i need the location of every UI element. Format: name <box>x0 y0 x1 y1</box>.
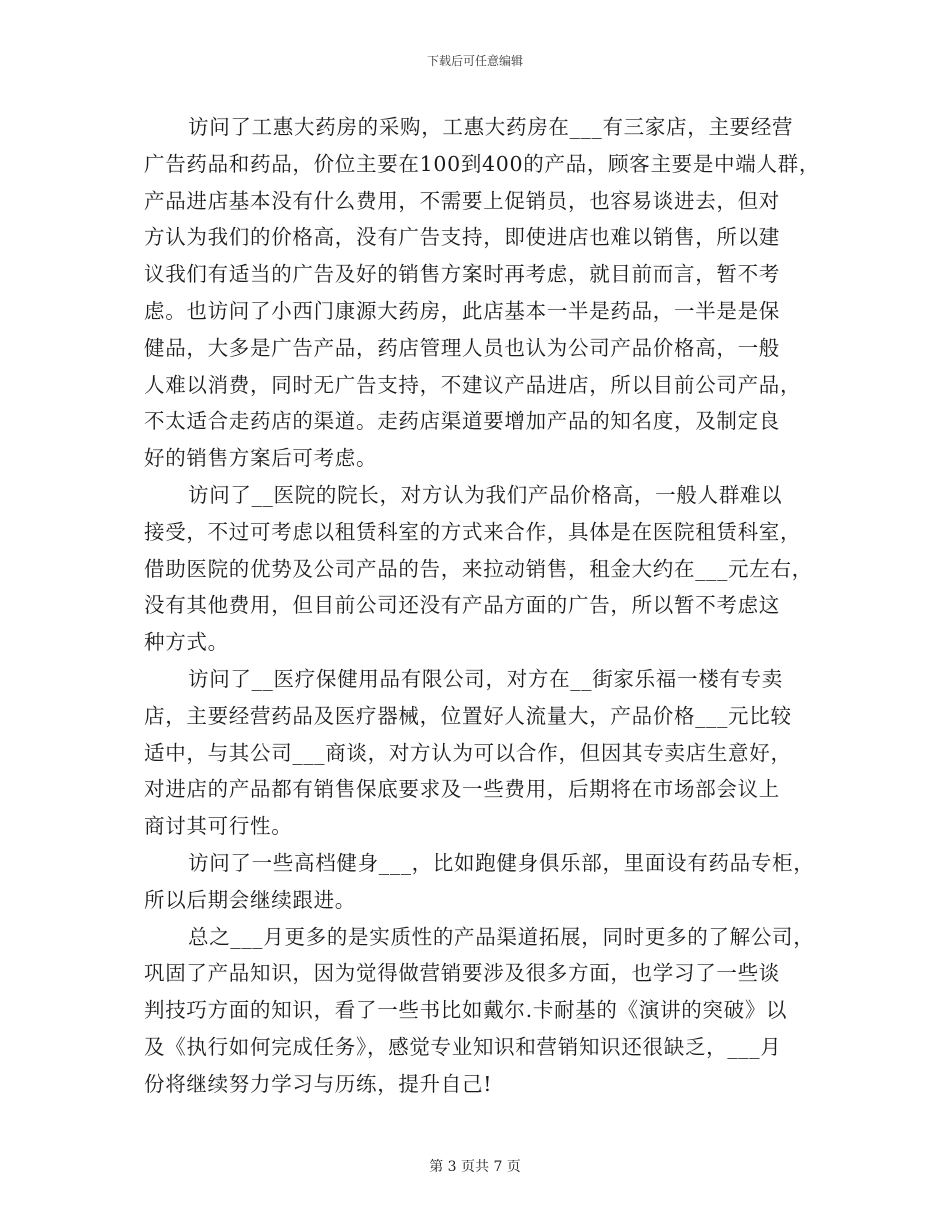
text-line: 份将继续努力学习与历练，提升自己! <box>144 1071 493 1096</box>
text-line: 好的销售方案后可考虑。 <box>144 446 378 471</box>
text-line: 巩固了产品知识，因为觉得做营销要涉及很多方面，也学习了一些谈 <box>144 961 780 986</box>
text-line: 对进店的产品都有销售保底要求及一些费用，后期将在市场部会议上 <box>144 777 780 802</box>
text-line: 总之___月更多的是实质性的产品渠道拓展，同时更多的了解公司， <box>188 924 815 949</box>
text-line: 访问了__医疗保健用品有限公司，对方在__街家乐福一楼有专卖 <box>188 666 783 691</box>
text-line: 种方式。 <box>144 630 229 655</box>
text-line: 虑。也访问了小西门康源大药房，此店基本一半是药品，一半是是保 <box>144 298 780 323</box>
text-line: 借助医院的优势及公司产品的告，来拉动销售，租金大约在___元左右， <box>144 556 813 581</box>
page-header: 下载后可任意编辑 <box>426 54 523 68</box>
text-line: 适中，与其公司___商谈，对方认为可以合作，但因其专卖店生意好， <box>144 740 792 765</box>
document-body <box>144 109 824 1103</box>
text-line: 所以后期会继续跟进。 <box>144 887 356 912</box>
text-line: 商讨其可行性。 <box>144 814 293 839</box>
text-line: 访问了__医院的院长，对方认为我们产品价格高，一般人群难以 <box>188 482 783 507</box>
paragraph-pharmacy-visits <box>144 109 824 477</box>
paragraph-medical-supplies-visit <box>144 661 824 845</box>
text-line: 广告药品和药品，价位主要在100到400的产品，顾客主要是中端人群， <box>144 151 821 176</box>
page-number-footer: 第 3 页共 7 页 <box>429 1159 521 1175</box>
paragraph-hospital-visit <box>144 477 824 661</box>
text-line: 判技巧方面的知识，看了一些书比如戴尔.卡耐基的《演讲的突破》以 <box>144 998 788 1023</box>
text-line: 及《执行如何完成任务》，感觉专业知识和营销知识还很缺乏，___月 <box>144 1034 782 1059</box>
text-line: 人难以消费，同时无广告支持，不建议产品进店，所以目前公司产品， <box>144 372 802 397</box>
text-line: 产品进店基本没有什么费用，不需要上促销员，也容易谈进去，但对 <box>144 188 780 213</box>
text-line: 不太适合走药店的渠道。走药店渠道要增加产品的知名度，及制定良 <box>144 409 780 434</box>
text-line: 访问了工惠大药房的采购，工惠大药房在___有三家店，主要经营 <box>188 115 794 139</box>
text-line: 健品，大多是广告产品，药店管理人员也认为公司产品价格高，一般 <box>144 335 780 360</box>
paragraph-gym-visit <box>144 845 824 919</box>
text-line: 议我们有适当的广告及好的销售方案时再考虑，就目前而言，暂不考 <box>144 262 780 287</box>
text-line: 没有其他费用，但目前公司还没有产品方面的广告，所以暂不考虑这 <box>144 593 780 618</box>
paragraph-summary <box>144 919 824 1103</box>
text-line: 接受，不过可考虑以租赁科室的方式来合作，具体是在医院租赁科室， <box>144 519 802 544</box>
text-line: 访问了一些高档健身___，比如跑健身俱乐部，里面设有药品专柜， <box>188 850 815 875</box>
text-line: 方认为我们的价格高，没有广告支持，即使进店也难以销售，所以建 <box>144 225 780 250</box>
text-line: 店，主要经营药品及医疗器械，位置好人流量大，产品价格___元比较 <box>144 703 792 728</box>
